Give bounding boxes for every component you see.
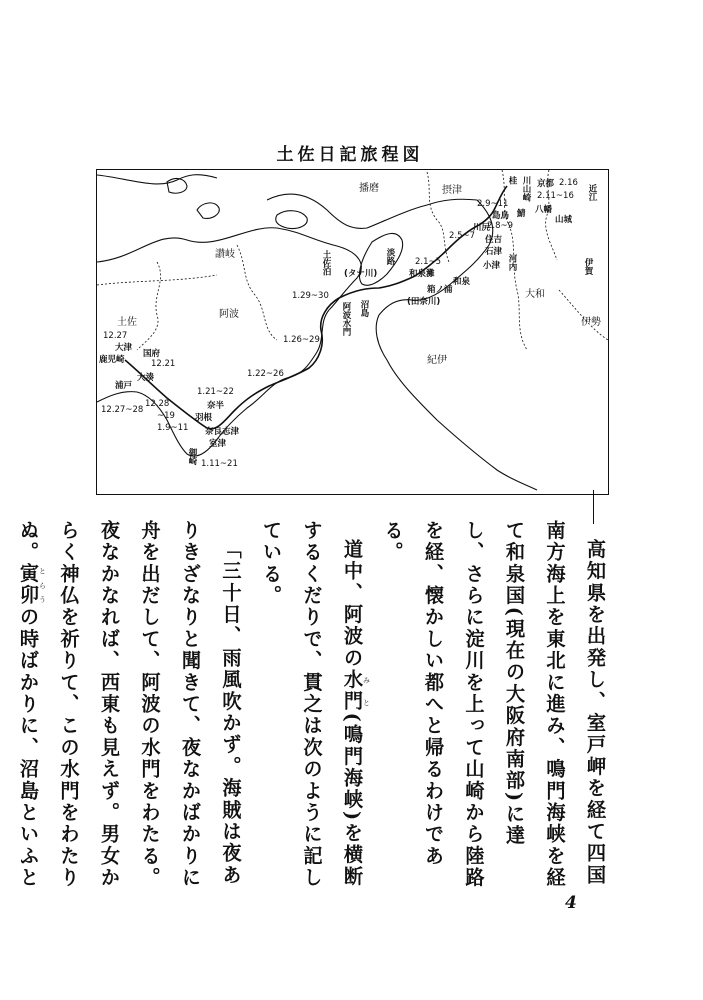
- label-date-2-5-7: 2.5~7: [449, 231, 476, 241]
- label-sanuki: 讃岐: [215, 249, 235, 260]
- paragraph-2-end: (鳴門海峡)を横断するくだりで、貫之は次のように記している。: [260, 520, 364, 889]
- paragraph-2: [251, 520, 373, 890]
- label-hachiman: 八幡: [535, 205, 553, 215]
- paragraph-3-a: 「三十日、雨風吹かず。海賊は夜ありきざなりと聞きて、夜なかばかりに舟を出だして、阿波の水門をわたる。夜なかなれば、西東も見えず。男女からく神仏を祈りて、この水門をわたりぬ。: [17, 520, 243, 889]
- label-ishizu: 石津: [485, 247, 503, 257]
- label-date-2-8-9: 2.8~9: [487, 221, 514, 231]
- label-murotsu: 室津: [209, 439, 227, 449]
- label-yamato: 大和: [525, 289, 545, 300]
- label-hako-no-ura: 箱ノ浦: [427, 285, 453, 295]
- label-date-12-28: 12.28: [145, 399, 170, 409]
- label-yamazaki: 川山崎: [521, 176, 531, 202]
- label-kyoto: 京都: [537, 179, 555, 189]
- label-date-1-11-21: 1.11~21: [201, 459, 238, 469]
- label-date-19: ~19: [157, 411, 175, 421]
- label-tosa: 土佐: [117, 317, 137, 328]
- column-divider: [593, 490, 594, 524]
- ruby-torau-reading: とらう: [38, 563, 47, 607]
- ruby-mito-reading: みと: [362, 669, 371, 713]
- label-date-1-21-22: 1.21~22: [197, 387, 234, 397]
- label-kawajiri: 川尻: [473, 223, 491, 233]
- ruby-torau-base: 寅卯: [17, 563, 40, 607]
- label-date-1-9-11: 1.9~11: [157, 423, 189, 433]
- label-kii: 紀伊: [427, 355, 447, 366]
- label-iga: 伊賀: [583, 258, 593, 275]
- label-katsura: 桂: [507, 176, 517, 185]
- label-date-12-27-28: 12.27~28: [101, 405, 144, 415]
- label-tosadomari: 土佐泊: [321, 250, 331, 276]
- label-date-2-9-11: 2.9~11: [477, 199, 509, 209]
- label-kozu: 小津: [483, 261, 501, 271]
- label-narashitsu: 奈良志津: [205, 427, 240, 437]
- label-izumi-nada: 和泉灘: [409, 269, 435, 279]
- label-omi: 近江: [587, 184, 597, 201]
- label-date-2-16: 2.16: [559, 178, 578, 188]
- label-sabu: 鯖: [517, 209, 526, 219]
- itinerary-map: [96, 169, 609, 495]
- ruby-mito-base: 水門: [341, 669, 364, 713]
- paragraph-3: [0, 520, 251, 890]
- label-otsu: 大津: [115, 343, 133, 353]
- label-nushima: 沼島: [359, 300, 369, 317]
- ruby-mito: [341, 669, 371, 713]
- label-kokufu: 国府: [143, 349, 161, 359]
- label-harima: 播磨: [359, 183, 379, 194]
- label-misaki: 御崎: [187, 448, 197, 465]
- label-awaji: 淡路: [385, 248, 395, 265]
- label-kagozaki: 鹿児崎: [99, 355, 125, 365]
- map-title: 土佐日記旅程図: [276, 145, 424, 165]
- label-hane: 羽根: [195, 413, 213, 423]
- label-tanagawa: (タナ川): [344, 269, 378, 279]
- map-lines: [97, 170, 608, 494]
- label-izumi: 和泉: [453, 277, 471, 287]
- label-toba: 島鳥: [492, 211, 510, 221]
- paragraph-2-start: 道中、阿波の: [341, 539, 364, 670]
- label-ominato: 大湊: [137, 373, 155, 383]
- label-date-1-22-26: 1.22~26: [247, 369, 284, 379]
- paragraph-3-b: の時ばかりに、沼島といふと: [17, 606, 40, 889]
- label-date-12-21: 12.21: [151, 359, 176, 369]
- label-tanagawa-2: (田奈川): [407, 297, 441, 307]
- label-date-1-26-29: 1.26~29: [283, 335, 320, 345]
- label-date-12-27: 12.27: [103, 331, 128, 341]
- label-naruto: 阿波水門: [341, 302, 351, 336]
- page-number: 4: [565, 893, 577, 913]
- label-date-2-1-5: 2.1~5: [415, 257, 442, 267]
- label-kawachi: 河内: [507, 254, 517, 271]
- label-nahan: 奈半: [207, 401, 225, 411]
- label-yamashiro: 山城: [555, 215, 573, 225]
- ruby-torau: [17, 563, 47, 607]
- label-awa: 阿波: [219, 309, 239, 320]
- label-sumiyoshi: 住吉: [485, 235, 503, 245]
- paragraph-1: 高知県を出発し、室戸岬を経て四国南方海上を東北に進み、鳴門海峡を経て和泉国(現在の大阪府南部)に達し、さらに淀川を上って山崎から陸路を経、懐かしい都へと帰るわけである。: [381, 520, 607, 889]
- label-urado: 浦戸: [115, 381, 133, 391]
- body-text: [17, 520, 615, 890]
- label-settsu: 摂津: [442, 185, 462, 196]
- label-date-2-11-16: 2.11~16: [537, 191, 574, 201]
- label-ise: 伊勢: [581, 317, 601, 328]
- label-date-1-29-30: 1.29~30: [292, 291, 329, 301]
